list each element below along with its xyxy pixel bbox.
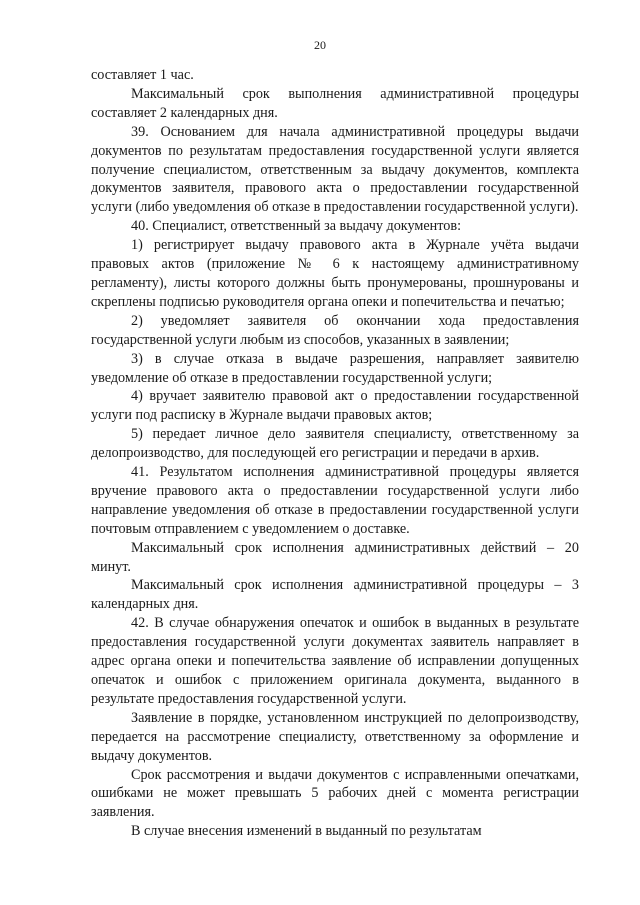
paragraph-application-transfer: Заявление в порядке, установленном инструкцией по делопроизводству, передается на рассмотрение специалисту, ответственному за оформление и выдачу документов. — [91, 709, 579, 764]
document-body — [91, 66, 579, 841]
paragraph-max-term-20-minutes: Максимальный срок исполнения административных действий – 20 минут. — [91, 539, 579, 575]
paragraph-max-term-3-days: Максимальный срок исполнения административной процедуры – 3 календарных дня. — [91, 577, 579, 613]
paragraph-max-term-2-days: Максимальный срок выполнения административной процедуры составляет 2 календарных дня. — [91, 85, 579, 121]
page-number: 20 — [314, 38, 326, 52]
list-item-2: 2) уведомляет заявителя об окончании хода предоставления государственной услуги любым из способов, указанных в заявлении; — [91, 312, 579, 348]
paragraph-40: 40. Специалист, ответственный за выдачу документов: — [131, 218, 462, 235]
list-item-3: 3) в случае отказа в выдаче разрешения, направляет заявителю уведомление об отказе в предоставлении государственной услуги; — [91, 350, 579, 386]
paragraph-39: 39. Основанием для начала административной процедуры выдачи документов по результатам предоставления государственной услуги является получение специалистом, ответственным за выдачу документов, комплекта документов заявителя, правового акта о предоставлении государственной услуги (либо уведомления об отказе в предоставлении государственной услуги). — [91, 123, 579, 216]
paragraph-correction-term: Срок рассмотрения и выдачи документов с исправленными опечатками, ошибками не может превышать 5 рабочих дней с момента регистрации заявления. — [91, 766, 579, 821]
paragraph-41: 41. Результатом исполнения административной процедуры является вручение правового акта о предоставлении государственной услуги либо направление уведомления об отказе в предоставлении государственной услуги почтовым отправлением с уведомлением о доставке. — [91, 464, 579, 537]
list-item-1: 1) регистрирует выдачу правового акта в Журнале учёта выдачи правовых актов (приложение № 6 к настоящему административному регламенту), листы которого должны быть пронумерованы, прошнурованы и скреплены подписью руководителя органа опеки и попечительства и печатью; — [91, 237, 579, 310]
paragraph-42: 42. В случае обнаружения опечаток и ошибок в выданных в результате предоставления государственной услуги документах заявитель направляет в адрес органа опеки и попечительства заявление об исправлении допущенных опечаток и ошибок с приложением оригинала документа, выданного в результате предоставления государственной услуги. — [91, 615, 579, 707]
list-item-4: 4) вручает заявителю правовой акт о предоставлении государственной услуги под расписку в Журнале выдачи правовых актов; — [91, 388, 579, 424]
paragraph-continuation: составляет 1 час. — [91, 67, 194, 83]
paragraph-changes-start: В случае внесения изменений в выданный по результатам — [131, 823, 482, 840]
list-item-5: 5) передает личное дело заявителя специалисту, ответственному за делопроизводство, для последующей его регистрации и передачи в архив. — [91, 426, 579, 462]
